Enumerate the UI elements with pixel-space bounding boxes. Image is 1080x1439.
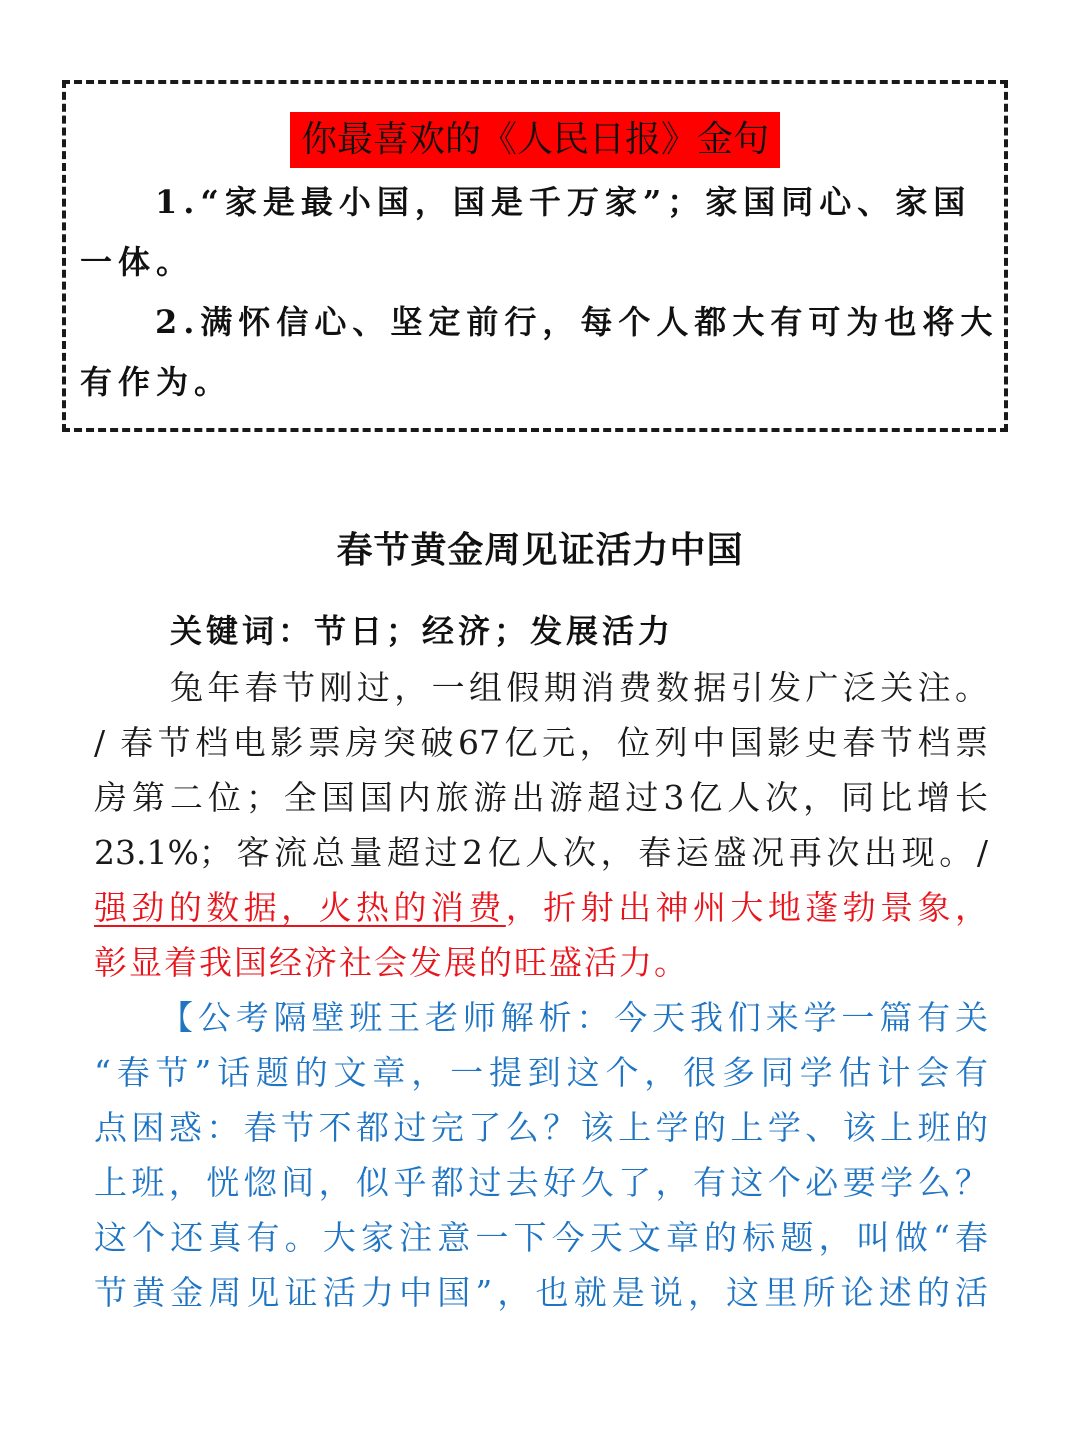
analysis-line: 节黄金周见证活力中国”，也就是说，这里所论述的活 [94, 1273, 988, 1312]
analysis-line: “春节”话题的文章，一提到这个，很多同学估计会有 [94, 1053, 988, 1092]
analysis-line: 【公考隔壁班王老师解析：今天我们来学一篇有关 [160, 998, 988, 1037]
analysis-line: 点困惑：春节不都过完了么？该上学的上学、该上班的 [94, 1108, 988, 1147]
highlight-line-red: 彰显着我国经济社会发展的旺盛活力。 [94, 943, 689, 982]
highlight-line-red [94, 880, 988, 936]
quote-title: 你最喜欢的《人民日报》金句 [290, 112, 780, 168]
paragraph-line: 兔年春节刚过，一组假期消费数据引发广泛关注。 [170, 668, 988, 707]
paragraph-line: / 春节档电影票房突破67亿元，位列中国影史春节档票 [94, 723, 988, 762]
keywords: 关键词：节日；经济；发展活力 [170, 612, 675, 650]
underlined-phrase: 强劲的数据，火热的消费 [94, 888, 506, 927]
quote-line-1: 1.“家是最小国，国是千万家”；家国同心、家国 [155, 183, 972, 221]
quote-line-2: 一体。 [80, 243, 195, 281]
red-phrase: ，折射出神州大地蓬勃景象， [505, 888, 988, 927]
quote-title-highlight [290, 112, 780, 168]
quote-line-4: 有作为。 [80, 363, 233, 401]
paragraph-line: 房第二位；全国国内旅游出游超过3亿人次，同比增长 [94, 778, 988, 817]
paragraph-line: 23.1%；客流总量超过2亿人次，春运盛况再次出现。/ [94, 833, 988, 872]
quote-line-3: 2.满怀信心、坚定前行，每个人都大有可为也将大 [155, 303, 999, 341]
analysis-line: 这个还真有。大家注意一下今天文章的标题，叫做“春 [94, 1218, 988, 1257]
analysis-line: 上班，恍惚间，似乎都过去好久了，有这个必要学么？ [94, 1163, 988, 1202]
article-title: 春节黄金周见证活力中国 [336, 529, 744, 571]
